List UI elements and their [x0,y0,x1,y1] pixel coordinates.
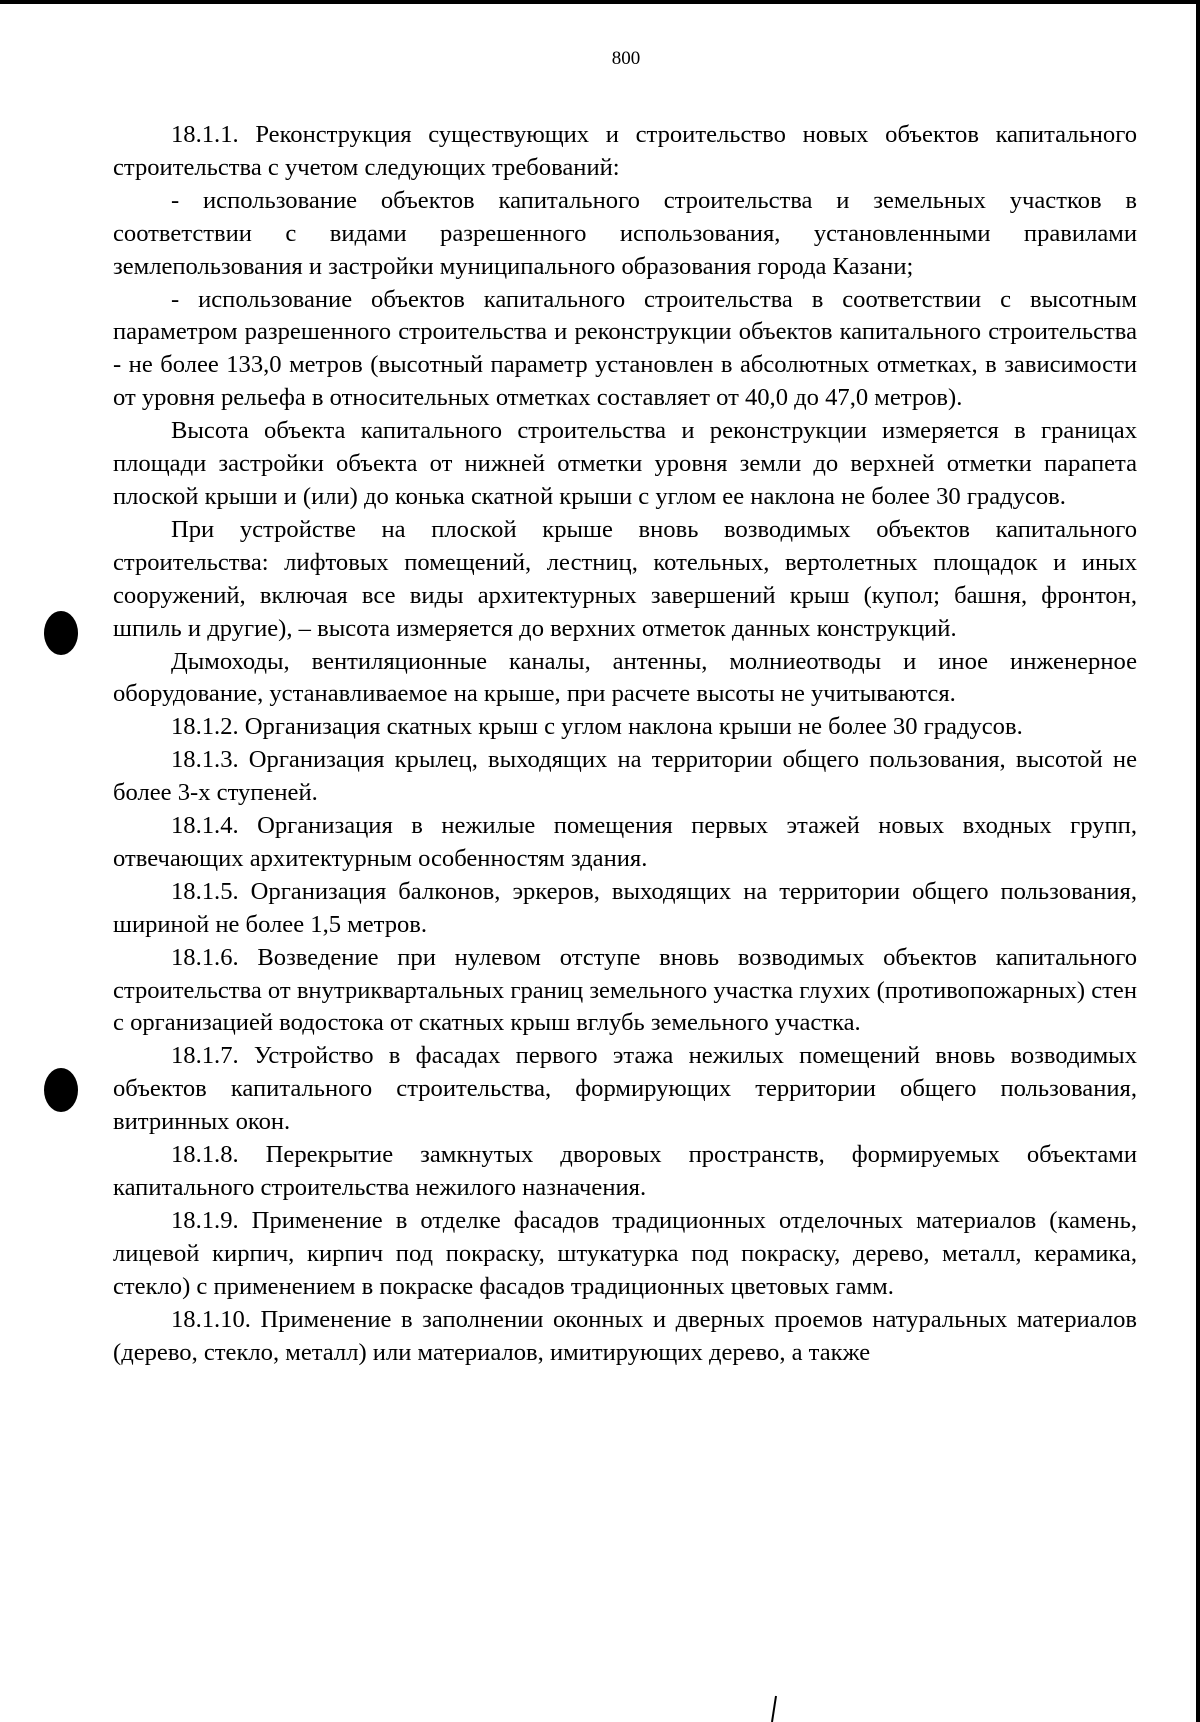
paragraph: - использование объектов капитального строительства и земельных участков в соответствии с видами разрешенного использования, установленными правилами землепользования и застройки муниципального образования города Казани; [113,186,1137,280]
paragraph: 18.1.2. Организация скатных крыш с углом наклона крыши не более 30 градусов. [171,713,1023,741]
paragraph: 18.1.4. Организация в нежилые помещения первых этажей новых входных групп, отвечающих архитектурным особенностям здания. [113,812,1137,872]
paragraph: 18.1.3. Организация крылец, выходящих на территории общего пользования, высотой не более 3-х ступеней. [113,746,1137,807]
document-body [113,119,1137,1369]
paragraph: 18.1.10. Применение в заполнении оконных и дверных проемов натуральных материалов (дерево, стекло, металл) или материалов, имитирующих дерево, а также [113,1305,1137,1366]
paragraph: - использование объектов капитального строительства в соответствии с высотным параметром разрешенного строительства и реконструкции объектов капитального строительства - не более 133,0 метров (высотный параметр установлен в абсолютных отметках, в зависимости от уровня рельефа в относительных отметках составляет от 40,0 до 47,0 метров). [113,285,1137,412]
paragraph: 18.1.6. Возведение при нулевом отступе вновь возводимых объектов капитального строительства от внутриквартальных границ земельного участка глухих (противопожарных) стен с организацией водостока от скатных крыш вглубь земельного участка. [113,943,1137,1037]
page-number: 800 [611,48,641,69]
paragraph: При устройстве на плоской крыше вновь возводимых объектов капитального строительства: лифтовых помещений, лестниц, котельных, вертолетных площадок и иных сооружений, включая все виды архитектурных завершений крыш (купол; башня, фронтон, шпиль и другие), – высота измеряется до верхних отметок данных конструкций. [113,515,1137,642]
paragraph: 18.1.1. Реконструкция существующих и строительство новых объектов капитального строительства с учетом следующих требований: [113,121,1137,181]
paragraph: 18.1.8. Перекрытие замкнутых дворовых пространств, формируемых объектами капитального строительства нежилого назначения. [113,1141,1137,1201]
paragraph: Дымоходы, вентиляционные каналы, антенны, молниеотводы и иное инженерное оборудование, устанавливаемое на крыше, при расчете высоты не учитываются. [113,647,1137,708]
paragraph: 18.1.9. Применение в отделке фасадов традиционных отделочных материалов (камень, лицевой кирпич, кирпич под покраску, штукатурка под покраску, дерево, металл, керамика, стекло) с применением в покраске фасадов традиционных цветовых гамм. [113,1206,1137,1300]
paragraph: 18.1.7. Устройство в фасадах первого этажа нежилых помещений вновь возводимых объектов капитального строительства, формирующих территории общего пользования, витринных окон. [113,1042,1137,1136]
paragraph: 18.1.5. Организация балконов, эркеров, выходящих на территории общего пользования, шириной не более 1,5 метров. [113,877,1137,938]
paragraph: Высота объекта капитального строительства и реконструкции измеряется в границах площади застройки объекта от нижней отметки уровня земли до верхней отметки парапета плоской крыши и (или) до конька скатной крыши с углом ее наклона не более 30 градусов. [113,417,1137,510]
